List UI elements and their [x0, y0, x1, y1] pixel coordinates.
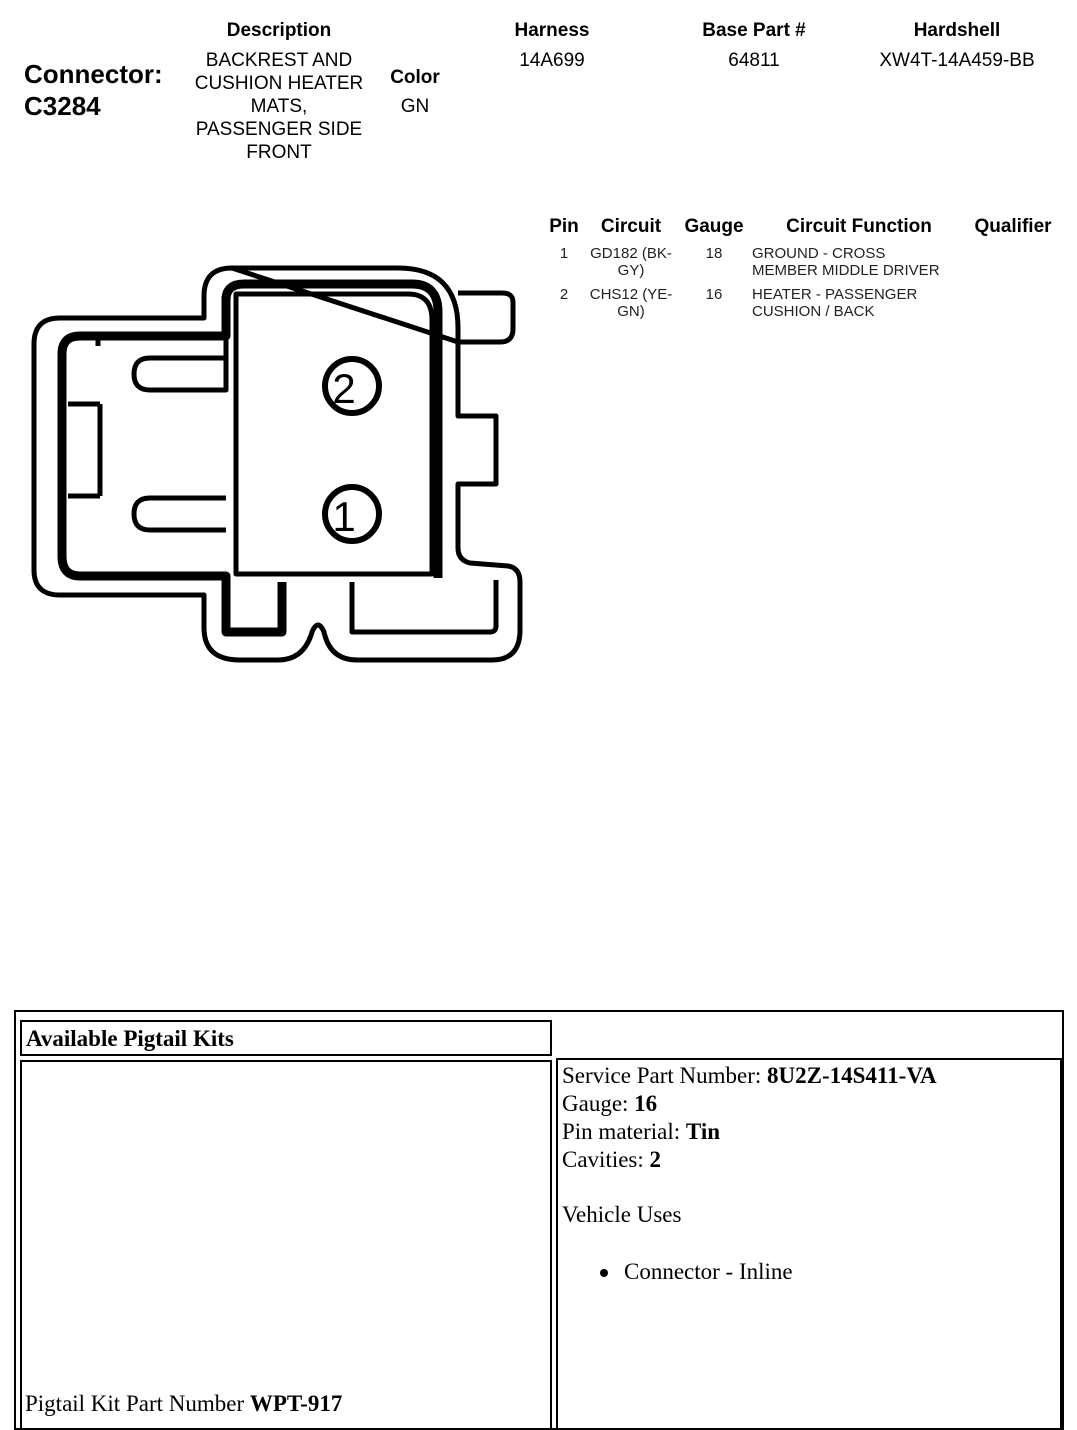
pigtail-kit-cell — [20, 1060, 552, 1430]
color-value: GN — [400, 96, 430, 117]
vehicle-uses-label: Vehicle Uses — [562, 1202, 682, 1227]
circuit-line: CHS12 (YE- — [589, 286, 673, 303]
cavities-label: Cavities: — [562, 1147, 650, 1172]
pigtail-details-cell — [556, 1058, 1062, 1430]
vehicle-uses-list — [562, 1258, 937, 1286]
description-line: PASSENGER SIDE — [195, 119, 363, 140]
spacer — [562, 1229, 937, 1258]
service-part-value: 8U2Z-14S411-VA — [767, 1063, 937, 1088]
cavities-value: 2 — [649, 1147, 662, 1172]
circuit-line: GY) — [617, 262, 645, 279]
harness-value: 14A699 — [519, 50, 585, 71]
latch-upper — [98, 336, 226, 390]
circuit-header: Circuit — [600, 216, 662, 237]
table-row-gauge: 16 — [705, 286, 723, 303]
circuit-function-header: Circuit Function — [786, 216, 932, 237]
hardshell-value: XW4T-14A459-BB — [879, 50, 1035, 71]
function-line: MEMBER MIDDLE DRIVER — [752, 262, 940, 279]
pin-2-label: 2 — [332, 365, 356, 412]
table-row-function — [752, 286, 982, 320]
color-header: Color — [390, 67, 440, 88]
pigtail-title-cell — [20, 1020, 552, 1056]
table-row-function — [752, 245, 982, 279]
function-line: CUSHION / BACK — [752, 303, 875, 320]
qualifier-header: Qualifier — [974, 216, 1052, 237]
latch-lower — [134, 498, 226, 530]
function-line: HEATER - PASSENGER — [752, 286, 918, 303]
pigtail-kit-number — [25, 1390, 342, 1418]
kit-value: WPT-917 — [249, 1391, 343, 1416]
table-row-circuit — [580, 245, 682, 279]
use-label: Connector - Inline — [624, 1259, 793, 1284]
function-line: GROUND - CROSS — [752, 245, 886, 262]
connector-face-diagram — [0, 0, 560, 700]
table-row-pin: 2 — [559, 286, 569, 303]
kit-label: Pigtail Kit Part Number — [25, 1391, 250, 1416]
base-part-header: Base Part # — [702, 20, 806, 41]
table-row-pin: 1 — [559, 245, 569, 262]
pigtail-kits-panel — [14, 1010, 1064, 1430]
circuit-line: GN) — [617, 303, 645, 320]
circuit-line: GD182 (BK- — [590, 245, 672, 262]
list-item — [562, 1258, 937, 1286]
spacer — [562, 1174, 937, 1201]
pigtail-title: Available Pigtail Kits — [26, 1026, 234, 1051]
pin-header: Pin — [549, 216, 579, 237]
connector-id: C3284 — [24, 91, 101, 121]
description-line: FRONT — [246, 142, 312, 163]
pin-material-label: Pin material: — [562, 1119, 686, 1144]
pin-material-row — [562, 1118, 937, 1146]
service-part-label: Service Part Number: — [562, 1063, 768, 1088]
base-part-value: 64811 — [728, 50, 780, 71]
housing-outline — [34, 268, 520, 660]
bullet-icon — [600, 1269, 608, 1277]
hardshell-header: Hardshell — [913, 20, 1001, 41]
gauge-header: Gauge — [684, 216, 744, 237]
description-line: CUSHION HEATER — [194, 73, 364, 94]
gauge-label: Gauge: — [562, 1091, 635, 1116]
service-part-row — [562, 1062, 937, 1090]
bottom-tab — [352, 580, 496, 632]
cavities-row — [562, 1146, 937, 1174]
gauge-row — [562, 1090, 937, 1118]
table-row-circuit — [580, 286, 682, 320]
description-header: Description — [226, 20, 332, 41]
pigtail-details — [562, 1062, 937, 1286]
latch-stem — [68, 404, 100, 496]
connector-label: Connector: — [24, 59, 163, 89]
table-row-gauge: 18 — [705, 245, 723, 262]
gauge-value: 16 — [634, 1091, 658, 1116]
pin-1-label: 1 — [332, 493, 356, 540]
pin-material-value: Tin — [685, 1119, 721, 1144]
description-line: MATS, — [250, 96, 308, 117]
description-line: BACKREST AND — [205, 50, 353, 71]
harness-header: Harness — [514, 20, 590, 41]
